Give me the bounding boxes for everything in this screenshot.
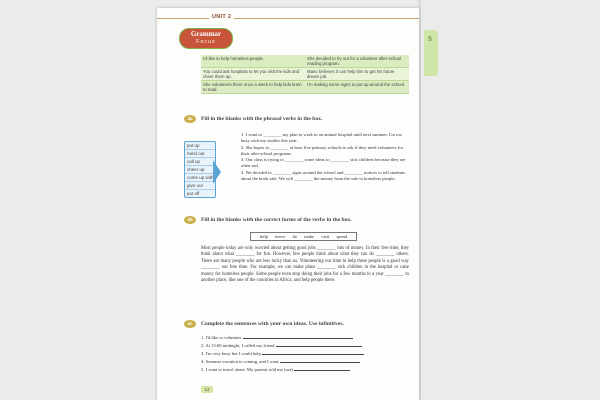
word-box-item: cheer up: [185, 166, 215, 174]
word-box-item: put up: [185, 142, 215, 150]
sentence-text: 2. At 13:00 midnight, I called my friend: [201, 343, 275, 348]
grammar-focus-table: [201, 55, 409, 94]
exercise-4a-instruction: Fill in the blanks with the phrasal verbs in the box.: [201, 116, 323, 122]
sentence-text: 3. I'm very busy but I could help: [201, 351, 261, 356]
verb-option: spend: [336, 234, 348, 239]
grammar-example-left: She volunteers there once a week to help kids learn to read.: [201, 81, 305, 94]
header-rule: [157, 18, 419, 19]
exercise-4c-instruction: Complete the sentences with your own ideas. Use infinitives.: [201, 321, 344, 327]
exercise-4a-badge: 4a: [184, 115, 196, 123]
verb-option: do: [292, 234, 298, 239]
grammar-focus-badge: [179, 28, 233, 49]
verb-option: move: [275, 234, 286, 239]
next-page-tab: [424, 30, 438, 76]
verb-box: [250, 232, 357, 241]
sentence-text: 5. I want to travel alone. My parents told me (not): [201, 367, 293, 372]
sentence-text: 4. Summer vacation is coming, and I want: [201, 359, 279, 364]
list-item: 1. I want to ________ my plan to work in an animal hospital until next summer. I'm too busy with my studies this year.: [241, 132, 402, 143]
exercise-4c-sentences: [201, 333, 411, 373]
page-number: 12: [201, 386, 213, 393]
answer-blank: [243, 333, 353, 339]
grammar-example-left: I'd like to help homeless people.: [201, 55, 305, 68]
exercise-4b-paragraph: Most people today are only worried about getting good jobs ________ lots of money. In their free time, they think about what ________ for fun. However, few people think about what they can do ________ others. There are many people who are less lucky than us. Volunteering our time to help these people is a good way ________ our free time. For example, we can make plans ________ sick children in the hospital or raise money for homeless people. Some people even stop doing their jobs for a few months to a year ________ to another place, like one of the countries in Africa, and help people there.: [201, 246, 409, 284]
list-item: 3. Our class is trying to ________ some ideas to ________ sick children because they are often sad.: [241, 157, 406, 168]
grammar-example-left: You could ask hospitals to let you visit the kids and cheer them up.: [201, 68, 305, 81]
verb-option: make: [304, 234, 315, 239]
grammar-example-right: I'm making some signs to put up around the school.: [305, 81, 409, 94]
word-box-item: come up with: [187, 175, 214, 180]
table-row: [201, 81, 409, 94]
list-item: 2. She hopes to ________ at least five primary schools to ask if they need volunteers for their after-school programs.: [241, 144, 404, 156]
list-item: [201, 357, 411, 365]
grammar-focus-subtitle: Focus: [196, 39, 216, 45]
answer-blank: [276, 341, 362, 347]
exercise-4b-badge: 4b: [184, 216, 196, 224]
verb-option: help: [260, 234, 268, 239]
list-item: 4. We decided to ________ signs around the school and ________ notices to tell students about the book sale. We will ________ the money from the sale to homeless people.: [241, 169, 406, 181]
answer-blank: [294, 365, 350, 371]
grammar-example-right: She decided to try out for a volunteer after-school reading program.: [305, 55, 409, 68]
list-item: [201, 341, 411, 349]
list-item: [201, 333, 411, 341]
exercise-4b-instruction: Fill in the blanks with the correct forms of the verbs in the box.: [201, 217, 352, 223]
sentence-text: 1. I'd like to volunteer: [201, 335, 242, 340]
answer-blank: [280, 357, 360, 363]
exercise-4c-badge: 4c: [184, 320, 196, 328]
table-row: [201, 55, 409, 68]
verb-option: visit: [321, 234, 330, 239]
next-page-letter: S: [428, 35, 432, 43]
unit-label: UNIT 2: [209, 14, 234, 20]
word-box-arrow: [213, 160, 221, 184]
grammar-example-right: Mario believes it can help him to get his future dream job.: [305, 68, 409, 81]
list-item: [201, 365, 411, 373]
word-box-item: hand out: [185, 150, 215, 158]
word-box-item: give out: [185, 182, 215, 190]
answer-blank: [262, 349, 364, 355]
word-box-item: call up: [185, 158, 215, 166]
phrasal-verb-box: [184, 141, 216, 198]
textbook-page: [157, 8, 419, 400]
table-row: [201, 68, 409, 81]
list-item: [201, 349, 411, 357]
exercise-4a-items: [241, 132, 407, 182]
word-box-item: put off: [187, 191, 200, 196]
grammar-focus-title: Grammar: [190, 30, 222, 38]
